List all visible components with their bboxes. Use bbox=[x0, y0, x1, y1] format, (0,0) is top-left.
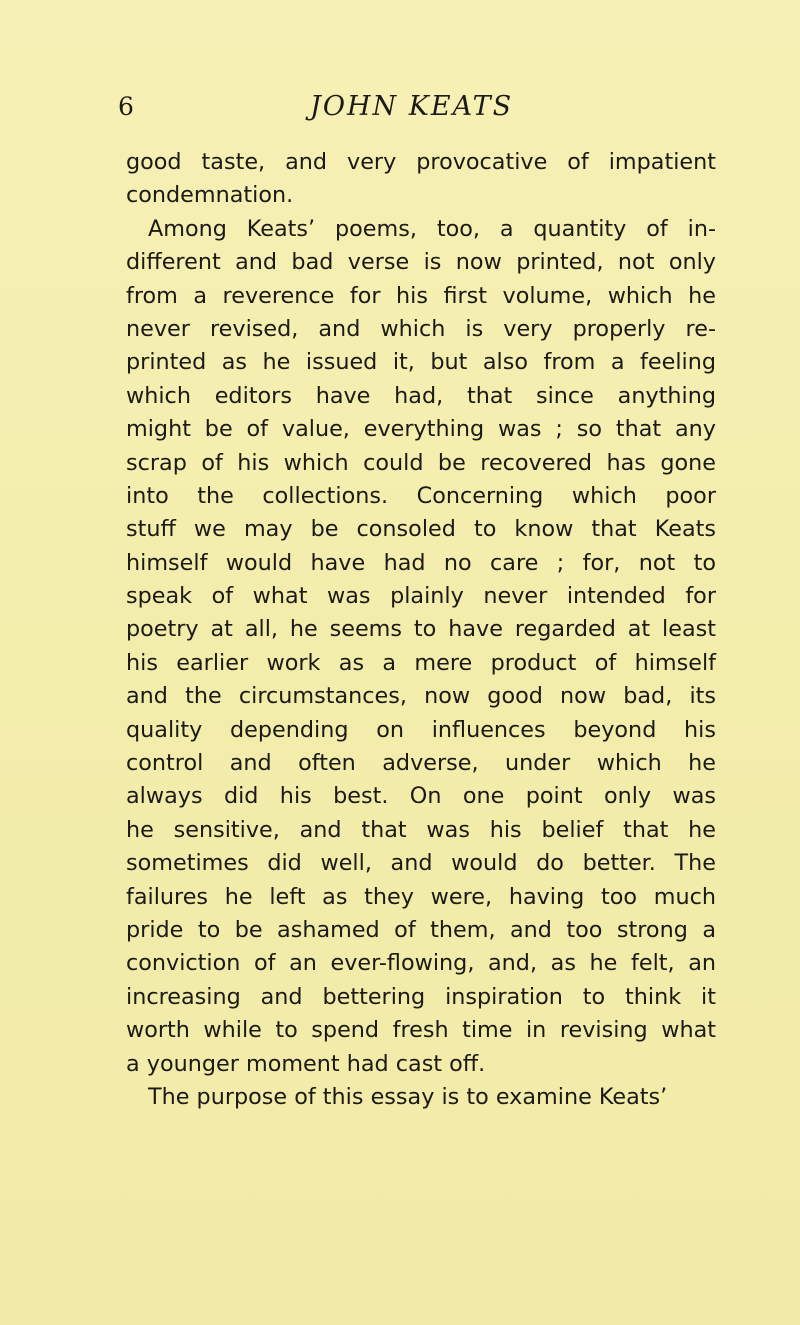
text-line: pride to be ashamed of them, and too strong a bbox=[126, 916, 716, 943]
text-line: his earlier work as a mere product of himself bbox=[126, 649, 716, 676]
text-line: conviction of an ever-flowing, and, as he felt, an bbox=[126, 950, 716, 977]
text-line: sometimes did well, and would do better. The bbox=[126, 850, 716, 877]
body-text bbox=[126, 146, 716, 1114]
text-line: quality depending on influences beyond his bbox=[126, 716, 716, 743]
text-line: a younger moment had cast off. bbox=[126, 1050, 486, 1077]
text-line: different and bad verse is now printed, not only bbox=[126, 249, 716, 276]
text-line: which editors have had, that since anything bbox=[126, 382, 716, 409]
text-line: increasing and bettering inspiration to think it bbox=[126, 983, 716, 1010]
text-line: speak of what was plainly never intended for bbox=[126, 583, 716, 610]
text-line: stuff we may be consoled to know that Keats bbox=[126, 516, 716, 543]
text-line: never revised, and which is very properly re- bbox=[126, 315, 716, 342]
text-line: himself would have had no care ; for, not to bbox=[126, 549, 716, 576]
text-line: into the collections. Concerning which poor bbox=[126, 482, 716, 509]
text-line: condemnation. bbox=[126, 182, 294, 209]
text-line: and the circumstances, now good now bad, its bbox=[126, 683, 716, 710]
page-header bbox=[0, 92, 800, 126]
text-line: he sensitive, and that was his belief that he bbox=[126, 816, 716, 843]
running-head: JOHN KEATS bbox=[310, 91, 514, 122]
text-line: scrap of his which could be recovered has gone bbox=[126, 449, 716, 476]
text-line: might be of value, everything was ; so that any bbox=[126, 416, 716, 443]
text-line: worth while to spend fresh time in revising what bbox=[126, 1017, 716, 1044]
text-line: printed as he issued it, but also from a feeling bbox=[126, 349, 716, 376]
text-line: good taste, and very provocative of impatient bbox=[126, 149, 716, 175]
page-number: 6 bbox=[118, 92, 134, 121]
text-line: from a reverence for his first volume, which he bbox=[126, 282, 716, 309]
text-line: failures he left as they were, having too much bbox=[126, 883, 716, 910]
text-line: The purpose of this essay is to examine Keats’ bbox=[148, 1083, 668, 1110]
text-line: Among Keats’ poems, too, a quantity of in- bbox=[148, 215, 716, 242]
text-line: always did his best. On one point only was bbox=[126, 783, 716, 810]
text-line: poetry at all, he seems to have regarded at least bbox=[126, 616, 716, 643]
text-line: control and often adverse, under which he bbox=[126, 750, 716, 777]
